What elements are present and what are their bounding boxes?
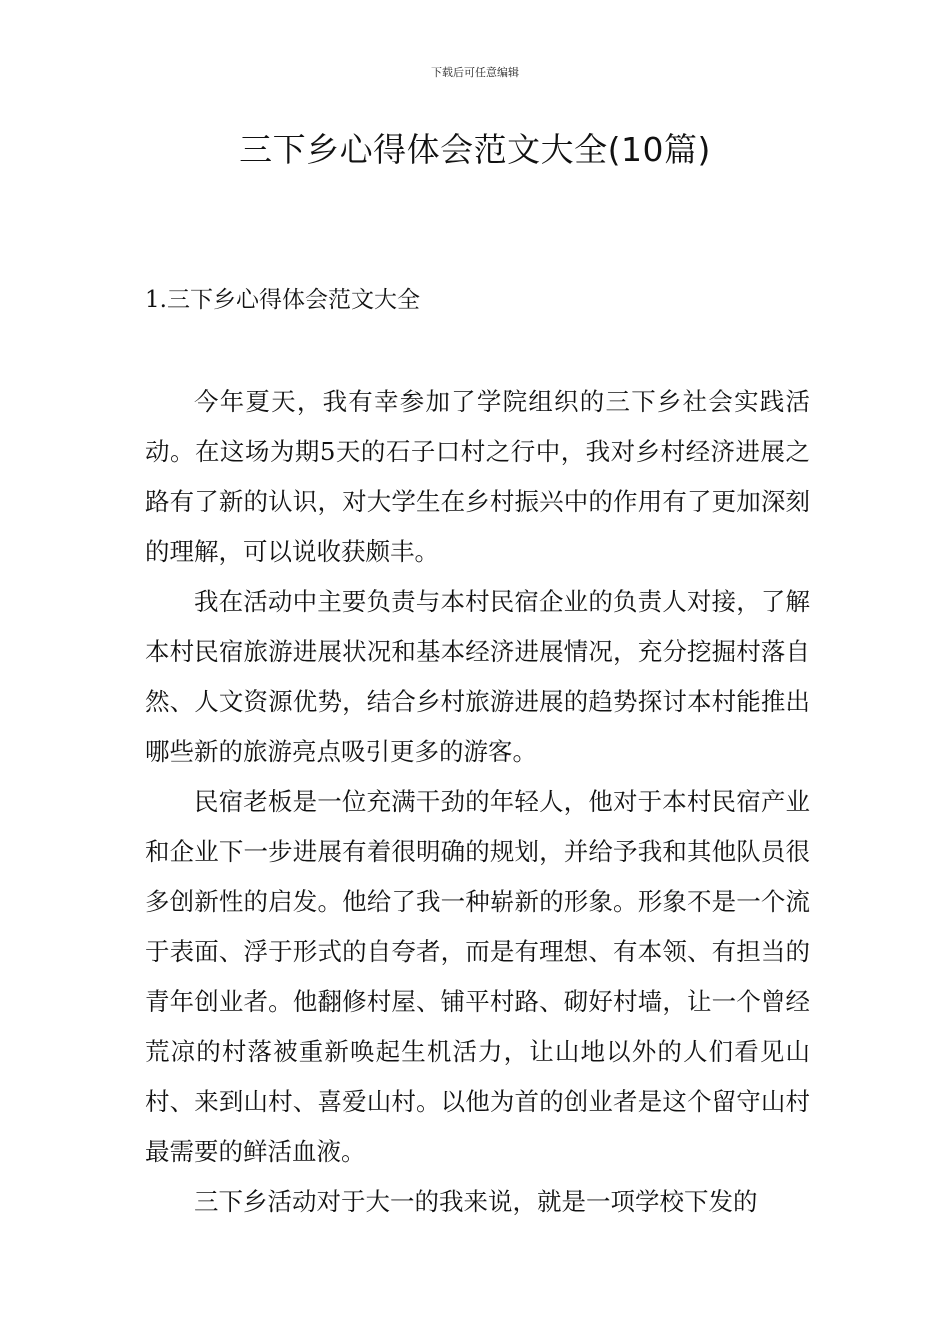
- paragraph: 民宿老板是一位充满干劲的年轻人，他对于本村民宿产业和企业下一步进展有着很明确的规划，并给予我和其他队员很多创新性的启发。他给了我一种崭新的形象。形象不是一个流于表面、浮于形式的自夸者，而是有理想、有本领、有担当的青年创业者。他翻修村屋、铺平村路、砌好村墙，让一个曾经荒凉的村落被重新唤起生机活力，让山地以外的人们看见山村、来到山村、喜爱山村。以他为首的创业者是这个留守山村最需要的鲜活血液。: [145, 787, 810, 1166]
- body-text: [145, 377, 810, 1227]
- paragraph: 我在活动中主要负责与本村民宿企业的负责人对接，了解本村民宿旅游进展状况和基本经济进展情况，充分挖掘村落自然、人文资源优势，结合乡村旅游进展的趋势探讨本村能推出哪些新的旅游亮点吸引更多的游客。: [145, 587, 810, 766]
- header-note: 下载后可任意编辑: [431, 66, 519, 79]
- paragraph: 今年夏天，我有幸参加了学院组织的三下乡社会实践活动。在这场为期5天的石子口村之行中，我对乡村经济进展之路有了新的认识，对大学生在乡村振兴中的作用有了更加深刻的理解，可以说收获颇丰。: [145, 387, 810, 566]
- document-title: 三下乡心得体会范文大全(10篇): [239, 130, 711, 169]
- section-heading: 1.三下乡心得体会范文大全: [145, 287, 420, 313]
- paragraph: 三下乡活动对于大一的我来说，就是一项学校下发的: [194, 1187, 758, 1216]
